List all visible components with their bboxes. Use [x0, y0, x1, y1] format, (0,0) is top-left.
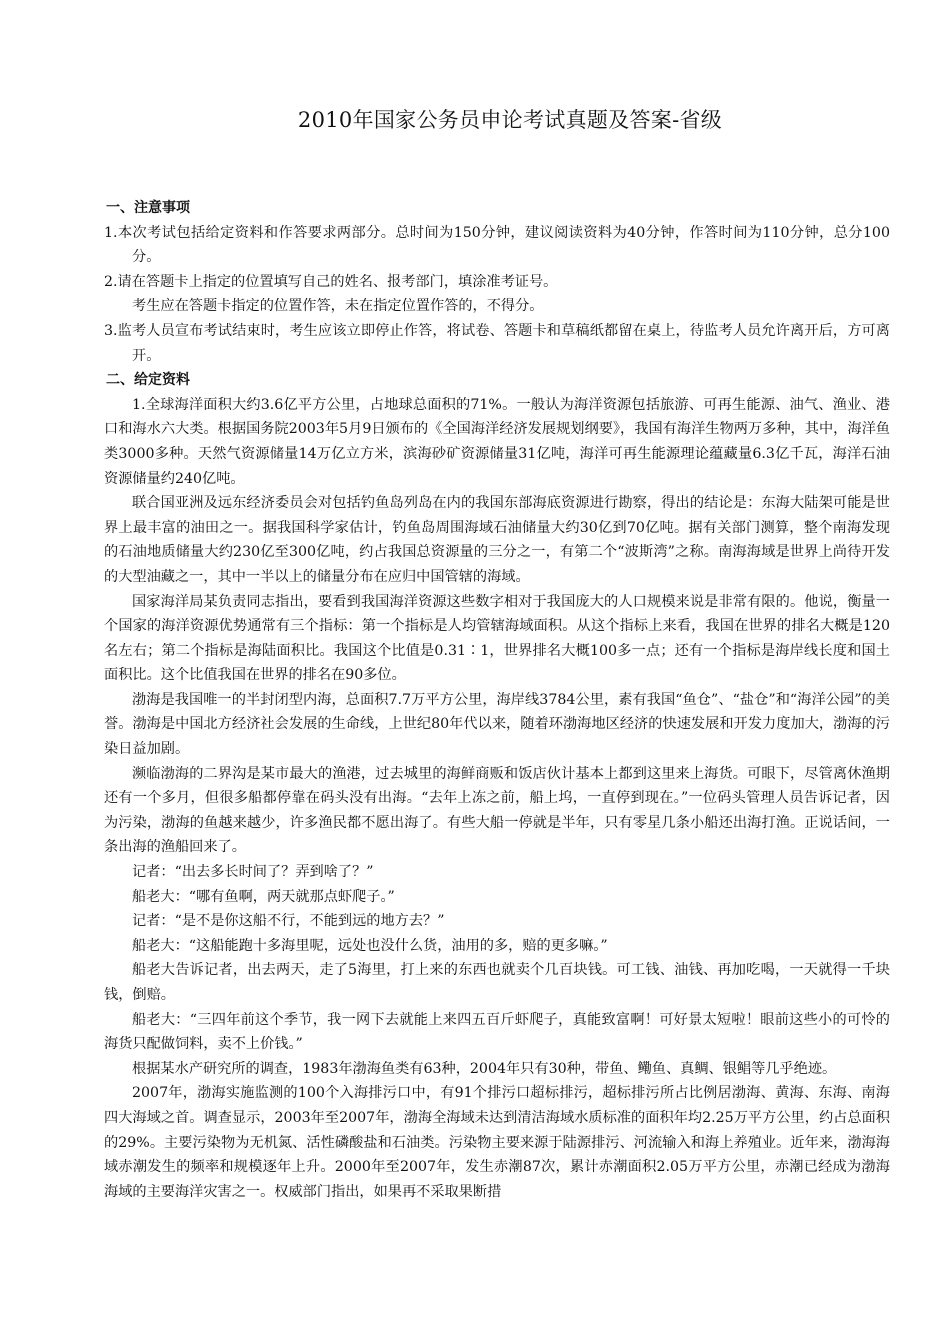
dialogue-line: 船老大：“哪有鱼啊，两天就那点虾爬子。” [132, 888, 395, 905]
document-body [104, 196, 890, 1204]
dialogue-line: 船老大：“三四年前这个季节，我一网下去就能上来四五百斤虾爬子，真能致富啊！可好景太短啦！眼前这些小的可怜的海货只配做饲料，卖不上价钱。” [104, 1011, 890, 1053]
material-paragraph: 联合国亚洲及远东经济委员会对包括钓鱼岛列岛在内的我国东部海底资源进行勘察，得出的结论是：东海大陆架可能是世界上最丰富的油田之一。据我国科学家估计，钓鱼岛周围海域石油储量大约30亿到70亿吨。据有关部门测算，整个南海发现的石油地质储量大约230亿至300亿吨，约占我国总资源量的三分之一，有第二个“波斯湾”之称。南海海域是世界上尚待开发的大型油藏之一，其中一半以上的储量分布在应归中国管辖的海域。 [104, 495, 890, 585]
material-paragraph: 国家海洋局某负责同志指出，要看到我国海洋资源这些数字相对于我国庞大的人口规模来说是非常有限的。他说，衡量一个国家的海洋资源优势通常有三个指标：第一个指标是人均管辖海域面积。从这个指标上来看，我国在世界的排名大概是120名左右；第二个指标是海陆面积比。我国这个比值是0.31∶1，世界排名大概100多一点；还有一个指标是海岸线长度和国土面积比。这个比值我国在世界的排名在90多位。 [104, 593, 890, 684]
dialogue-line: 记者：“出去多长时间了？弄到啥了？” [132, 864, 374, 881]
notes-item-1: 1.本次考试包括给定资料和作答要求两部分。总时间为150分钟，建议阅读资料为40分钟，作答时间为110分钟，总分100分。 [104, 224, 890, 266]
material-paragraph: 船老大告诉记者，出去两天，走了5海里，打上来的东西也就卖个几百块钱。可工钱、油钱、再加吃喝，一天就得一千块钱，倒赔。 [104, 962, 890, 1003]
material-paragraph: 濒临渤海的二界沟是某市最大的渔港，过去城里的海鲜商贩和饭店伙计基本上都到这里来上海货。可眼下，尽管离休渔期还有一个多月，但很多船都停靠在码头没有出海。“去年上冻之前，船上坞，一直停到现在。”一位码头管理人员告诉记者，因为污染，渤海的鱼越来越少，许多渔民都不愿出海了。有些大船一停就是半年，只有零星几条小船还出海打渔。正说话间，一条出海的渔船回来了。 [104, 765, 890, 856]
material-paragraph: 2007年，渤海实施监测的100个入海排污口中，有91个排污口超标排污，超标排污所占比例居渤海、黄海、东海、南海四大海域之首。调查显示，2003年至2007年，渤海全海域未达到清洁海域水质标准的面积年均2.25万平方公里，约占总面积的29%。主要污染物为无机氮、活性磷酸盐和石油类。污染物主要来源于陆源排污、河流输入和海上养殖业。近年来，渤海海域赤潮发生的频率和规模逐年上升。2000年至2007年，发生赤潮87次，累计赤潮面积2.05万平方公里，赤潮已经成为渤海海域的主要海洋灾害之一。权威部门指出，如果再不采取果断措 [104, 1085, 890, 1200]
document-title: 2010年国家公务员申论考试真题及答案-省级 [297, 108, 723, 132]
dialogue-line: 船老大：“这船能跑十多海里呢，远处也没什么货，油用的多，赔的更多嘛。” [132, 937, 608, 954]
material-paragraph: 根据某水产研究所的调查，1983年渤海鱼类有63种，2004年只有30种，带鱼、鳓鱼、真鲷、银鲳等几乎绝迹。 [132, 1060, 837, 1077]
material-paragraph: 渤海是我国唯一的半封闭型内海，总面积7.7万平方公里，海岸线3784公里，素有我国“鱼仓”、“盐仓”和“海洋公园”的美誉。渤海是中国北方经济社会发展的生命线，上世纪80年代以来，随着环渤海地区经济的快速发展和开发力度加大，渤海的污染日益加剧。 [104, 691, 890, 758]
material-paragraph: 1.全球海洋面积大约3.6亿平方公里，占地球总面积的71%。一般认为海洋资源包括旅游、可再生能源、油气、渔业、港口和海水六大类。根据国务院2003年5月9日颁布的《全国海洋经济发展规划纲要》，我国有海洋生物两万多种，其中，海洋鱼类3000多种。天然气资源储量14万亿立方米，滨海砂矿资源储量31亿吨，海洋可再生能源理论蕴藏量6.3亿千瓦，海洋石油资源储量约240亿吨。 [104, 396, 890, 487]
notes-item-2-continued: 考生应在答题卡指定的位置作答，未在指定位置作答的，不得分。 [132, 298, 544, 315]
section-heading-materials: 二、给定资料 [106, 372, 190, 389]
notes-item-3: 3.监考人员宣布考试结束时，考生应该立即停止作答，将试卷、答题卡和草稿纸都留在桌上，待监考人员允许离开后，方可离开。 [104, 322, 890, 364]
dialogue-line: 记者：“是不是你这船不行，不能到远的地方去？” [132, 913, 445, 930]
section-heading-notes: 一、注意事项 [106, 200, 190, 216]
notes-item-2: 2.请在答题卡上指定的位置填写自己的姓名、报考部门，填涂准考证号。 [104, 273, 558, 290]
